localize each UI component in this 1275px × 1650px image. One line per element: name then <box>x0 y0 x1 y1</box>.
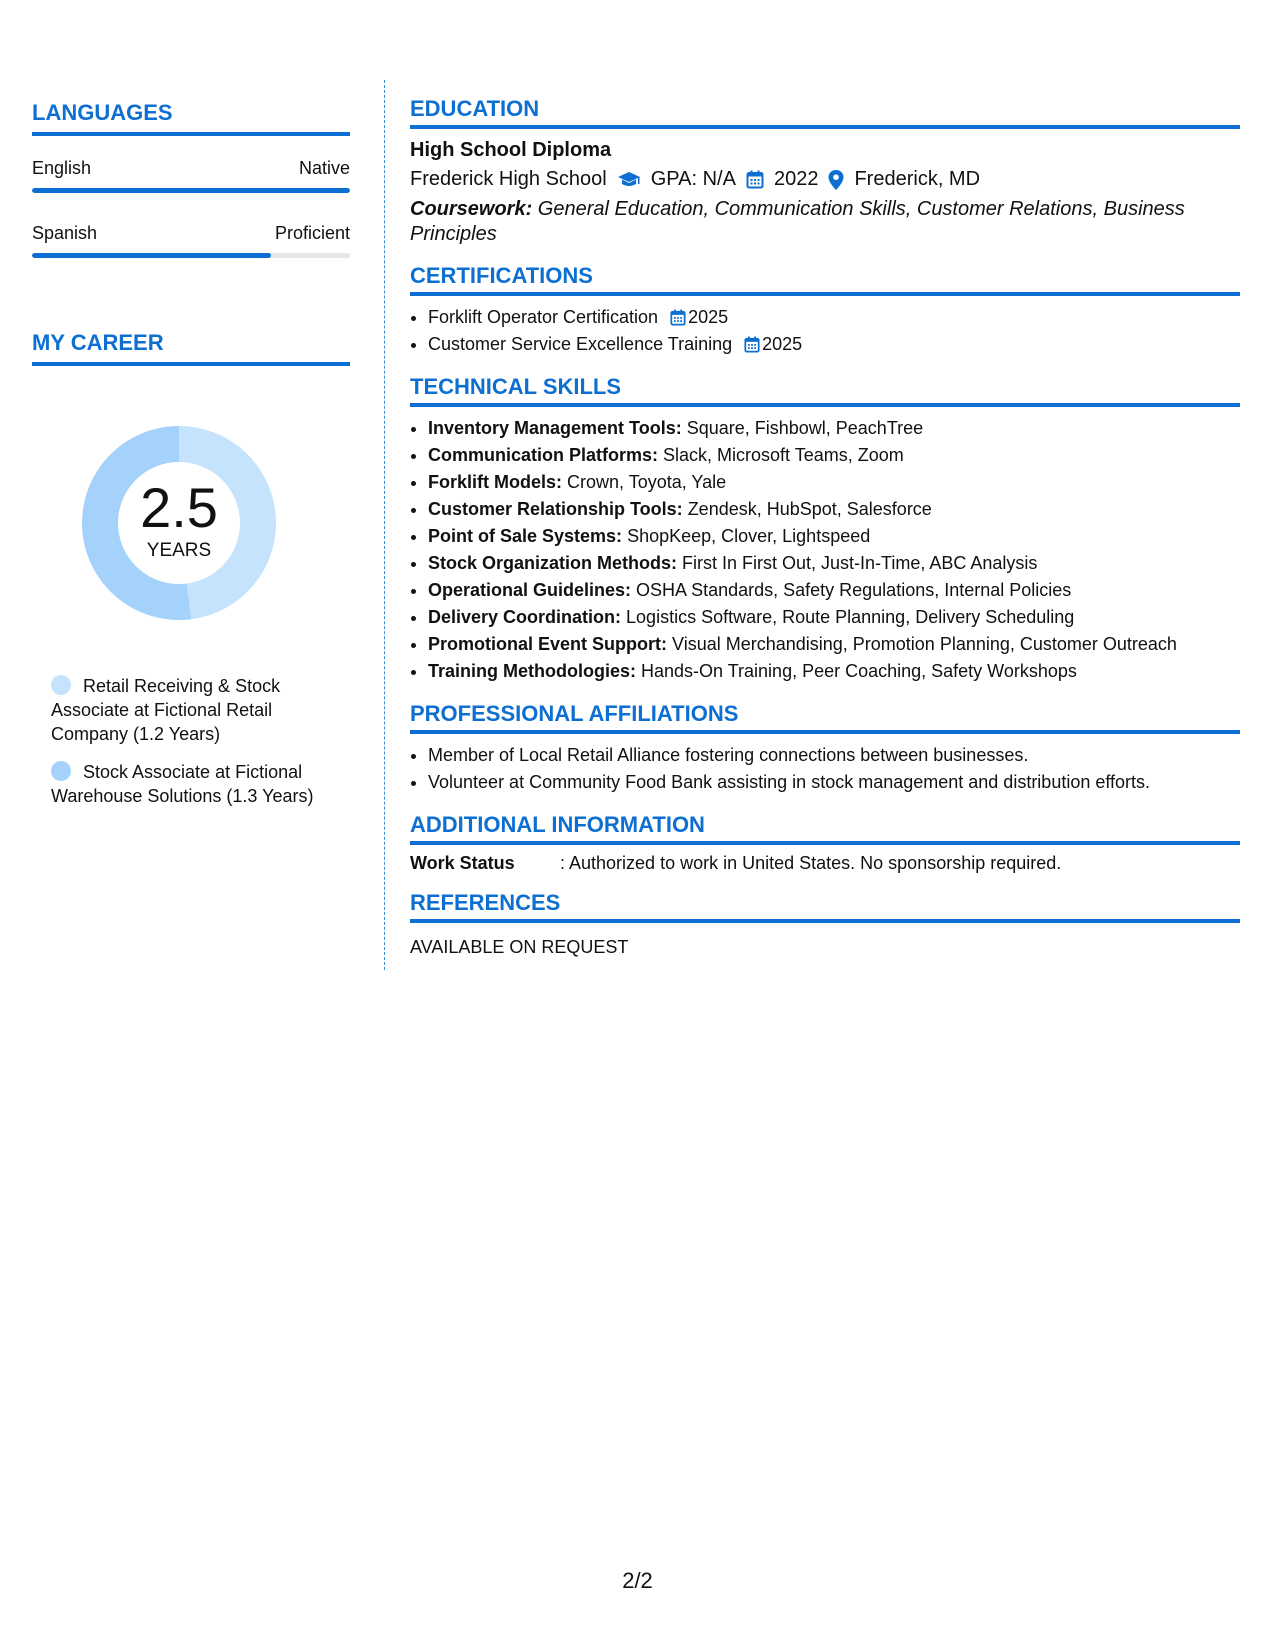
skill-value: First In First Out, Just-In-Time, ABC Analysis <box>677 553 1038 573</box>
skill-label: Inventory Management Tools: <box>428 418 682 438</box>
skill-item <box>428 469 1240 496</box>
affiliation-item: • Volunteer at Community Food Bank assisting in stock management and distribution efforts. <box>428 769 1240 796</box>
education-gpa: GPA: N/A <box>650 168 736 190</box>
skill-value: Hands-On Training, Peer Coaching, Safety Workshops <box>636 661 1077 681</box>
certification-year: 2025 <box>762 334 803 354</box>
references-text: AVAILABLE ON REQUEST <box>410 937 629 957</box>
column-divider <box>384 80 385 970</box>
language-name: Spanish <box>32 223 98 243</box>
skill-value: Square, Fishbowl, PeachTree <box>681 418 924 438</box>
language-bar-fill <box>32 188 350 193</box>
certification-item <box>428 304 1240 331</box>
education-school: Frederick High School <box>410 168 607 190</box>
skill-item <box>428 523 1240 550</box>
career-total-years: 2.5 <box>140 476 218 539</box>
skill-value: OSHA Standards, Safety Regulations, Internal Policies <box>631 580 1072 600</box>
calendar-icon <box>746 170 764 189</box>
career-legend-label: Retail Receiving & Stock Associate at Fictional Retail Company (1.2 Years) <box>51 676 281 744</box>
language-level: Native <box>298 158 350 178</box>
education-meta <box>410 168 1240 191</box>
skill-label: Training Methodologies: <box>428 661 636 681</box>
education-degree: High School Diploma <box>410 139 612 161</box>
certifications-list <box>410 304 1240 358</box>
work-status-label: Work Status <box>410 853 515 873</box>
career-donut-chart <box>64 408 294 638</box>
legend-dot-icon <box>51 675 71 695</box>
education-heading: EDUCATION <box>410 96 1240 129</box>
references-heading: REFERENCES <box>410 890 1240 923</box>
graduation-cap-icon <box>617 171 641 189</box>
skill-label: Forklift Models: <box>428 472 562 492</box>
certification-name: Customer Service Excellence Training <box>428 334 733 354</box>
location-pin-icon <box>828 170 844 190</box>
certifications-heading: CERTIFICATIONS <box>410 263 1240 296</box>
skill-item <box>428 415 1240 442</box>
career-legend-item <box>51 760 350 808</box>
calendar-icon <box>670 309 686 326</box>
skill-item <box>428 577 1240 604</box>
career-legend-label: Stock Associate at Fictional Warehouse Solutions (1.3 Years) <box>51 762 314 806</box>
skill-label: Communication Platforms: <box>428 445 659 465</box>
certification-year: 2025 <box>688 307 729 327</box>
language-bar <box>32 188 350 193</box>
skill-value: Logistics Software, Route Planning, Delivery Scheduling <box>621 607 1075 627</box>
skill-label: Promotional Event Support: <box>428 634 668 654</box>
skill-label: Operational Guidelines: <box>428 580 632 600</box>
main-column <box>410 78 1240 958</box>
skill-value: Slack, Microsoft Teams, Zoom <box>658 445 904 465</box>
skill-value: ShopKeep, Clover, Lightspeed <box>622 526 871 546</box>
skills-heading: TECHNICAL SKILLS <box>410 374 1240 407</box>
coursework-label: Coursework: <box>410 198 533 220</box>
skill-value: Crown, Toyota, Yale <box>562 472 727 492</box>
career-heading: MY CAREER <box>32 330 350 366</box>
skill-value: Visual Merchandising, Promotion Planning, Customer Outreach <box>667 634 1177 654</box>
language-bar <box>32 253 350 258</box>
sidebar <box>32 60 350 822</box>
skill-label: Stock Organization Methods: <box>428 553 678 573</box>
skill-item <box>428 631 1240 658</box>
language-item <box>32 158 350 193</box>
skill-label: Point of Sale Systems: <box>428 526 623 546</box>
certification-item <box>428 331 1240 358</box>
affiliation-item: • Member of Local Retail Alliance fostering connections between businesses. <box>428 742 1240 769</box>
career-legend <box>51 674 350 808</box>
skill-item <box>428 550 1240 577</box>
additional-info-heading: ADDITIONAL INFORMATION <box>410 812 1240 845</box>
coursework-list: General Education, Communication Skills, Customer Relations, Business Principles <box>410 198 1185 245</box>
education-location: Frederick, MD <box>854 168 981 190</box>
page-number: 2/2 <box>622 1568 653 1593</box>
additional-info-row <box>410 853 1240 874</box>
certification-name: Forklift Operator Certification <box>428 307 659 327</box>
affiliations-list <box>410 742 1240 796</box>
education-coursework <box>410 197 1240 247</box>
skill-item <box>428 496 1240 523</box>
career-total-unit: YEARS <box>146 540 212 561</box>
skill-label: Delivery Coordination: <box>428 607 622 627</box>
skills-list <box>410 415 1240 685</box>
language-name: English <box>32 158 92 178</box>
work-status-value: : Authorized to work in United States. No sponsorship required. <box>560 853 1062 873</box>
skill-item <box>428 604 1240 631</box>
calendar-icon <box>744 336 760 353</box>
affiliations-heading: PROFESSIONAL AFFILIATIONS <box>410 701 1240 734</box>
skill-item <box>428 658 1240 685</box>
education-year: 2022 <box>773 168 819 190</box>
language-item <box>32 223 350 258</box>
legend-dot-icon <box>51 761 71 781</box>
skill-value: Zendesk, HubSpot, Salesforce <box>682 499 932 519</box>
skill-label: Customer Relationship Tools: <box>428 499 683 519</box>
language-bar-fill <box>32 253 271 258</box>
skill-item <box>428 442 1240 469</box>
career-legend-item <box>51 674 350 746</box>
languages-heading: LANGUAGES <box>32 100 350 136</box>
language-level: Proficient <box>274 223 350 243</box>
